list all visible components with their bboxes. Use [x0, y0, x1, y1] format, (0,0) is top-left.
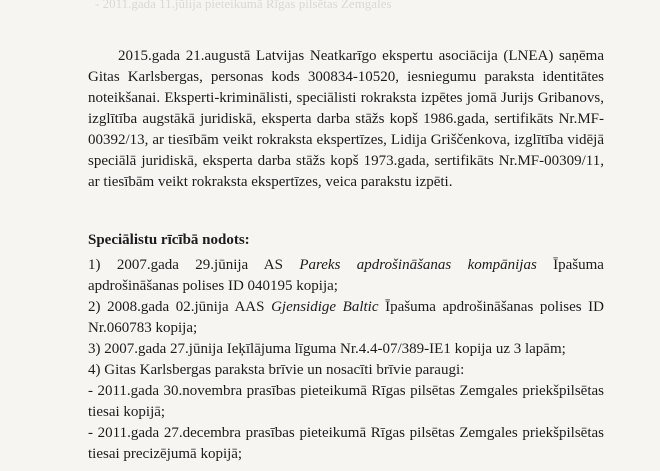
section-heading: Speciālistu rīcībā nodots:	[88, 232, 250, 248]
list-item-text: Īpašuma apdrošināšanas polises ID Nr.060783 kopija;	[88, 299, 605, 336]
list-item-text: - 2011.gada 27.decembra prasības pieteikumā Rīgas pilsētas Zemgales priekšpilsētas tiesai precizējumā kopijā;	[88, 425, 604, 462]
intro-paragraph: 2015.gada 21.augustā Latvijas Neatkarīgo ekspertu asociācija (LNEA) saņēma Gitas Karlsbergas, personas kods 300834-10520, iesniegumu paraksta identitātes noteikšanai. Eksperti-kriminālisti, speciālisti rokraksta izpētes jomā Jurijs Gribanovs, izglītība augstākā juridiskā, eksperta darba stāžs kopš 1986.gada, sertifikāts Nr.MF-00392/13, ar tiesībām veikt rokraksta ekspertīzes, Lidija Griščenkova, izglītība vidējā speciālā juridiskā, eksperta darba stāžs kopš 1973.gada, sertifikāts Nr.MF-00309/11, ar tiesībām veikt rokraksta ekspertīzes, veica parakstu izpēti.	[88, 48, 604, 190]
list-item	[88, 360, 604, 381]
bleed-through-text: - 2011.gada 11.jūlija pieteikumā Rīgas pilsētas Zemgales	[95, 0, 392, 11]
list-item	[88, 381, 604, 423]
list-item-text: 1) 2007.gada 29.jūnija AS	[88, 257, 300, 273]
list-item-company: Pareks apdrošināšanas kompānijas	[299, 257, 537, 273]
list-item	[88, 255, 604, 297]
list-item	[88, 339, 604, 360]
list-item-text: Īpašuma apdrošināšanas polises ID 040195 kopija;	[88, 257, 604, 294]
list-item-text: 4) Gitas Karlsbergas paraksta brīvie un nosacīti brīvie paraugi:	[88, 362, 465, 378]
list-item	[88, 297, 604, 339]
items-list	[88, 255, 604, 465]
list-item-company: Gjensidige Baltic	[271, 299, 379, 315]
list-item-text: 3) 2007.gada 27.jūnija Ieķīlājuma līguma Nr.4.4-07/389-IE1 kopija uz 3 lapām;	[88, 341, 566, 357]
list-item-text: - 2011.gada 30.novembra prasības pieteikumā Rīgas pilsētas Zemgales priekšpilsētas tiesai kopijā;	[88, 383, 604, 420]
list-item	[88, 423, 604, 465]
list-item-text: 2) 2008.gada 02.jūnija AAS	[88, 299, 272, 315]
